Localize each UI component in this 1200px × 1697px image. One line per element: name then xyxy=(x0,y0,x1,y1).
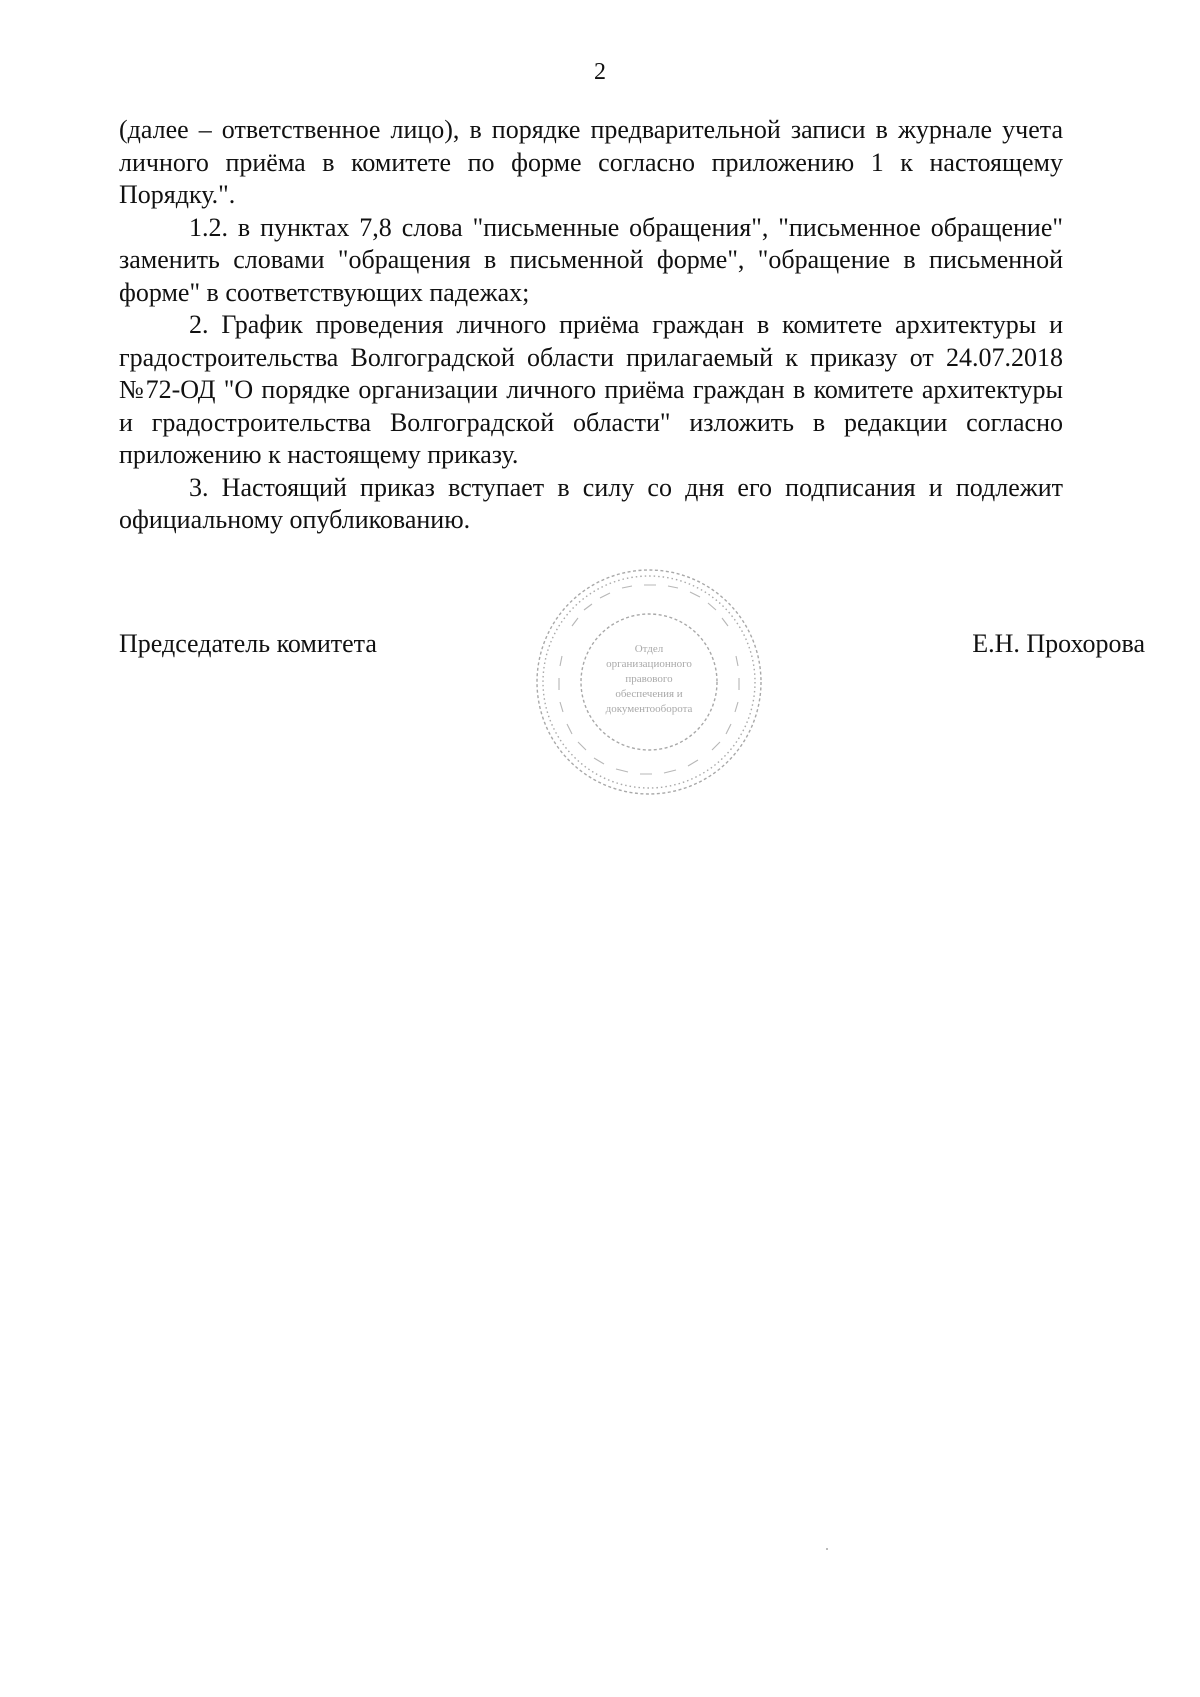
paragraph-item-2: 2. График проведения личного приёма граждан в комитете архитектуры и градостроительства Волгоградской области прилагаемый к приказу от 24.07.2018 №72-ОД "О порядке организации личного приёма граждан в комитете архитектуры и градостроительства Волгоградской области" изложить в редакции согласно приложению к настоящему приказу. xyxy=(119,310,1063,469)
paragraph-item-3: 3. Настоящий приказ вступает в силу со дня его подписания и подлежит официальному опубликованию. xyxy=(119,472,1063,534)
paragraph-continuation: (далее – ответственное лицо), в порядке предварительной записи в журнале учета личного приёма в комитете по форме согласно приложению 1 к настоящему Порядку.". xyxy=(119,115,1063,209)
page-number: 2 xyxy=(594,59,606,85)
stamp-line-2: организационного xyxy=(606,658,692,670)
document-body xyxy=(119,114,1063,537)
signer-name: Е.Н. Прохорова xyxy=(972,629,1145,658)
stamp-line-3: правового xyxy=(625,673,673,685)
official-stamp xyxy=(532,566,766,798)
scan-artifact xyxy=(826,1548,828,1550)
stamp-line-4: обеспечения и xyxy=(615,688,683,700)
paragraph-item-1-2: 1.2. в пунктах 7,8 слова "письменные обращения", "письменное обращение" заменить словами "обращения в письменной форме", "обращение в письменной форме" в соответствующих падежах; xyxy=(119,212,1063,307)
stamp-line-1: Отдел xyxy=(634,643,664,655)
stamp-line-5: документооборота xyxy=(605,703,693,715)
signer-title: Председатель комитета xyxy=(119,629,377,658)
